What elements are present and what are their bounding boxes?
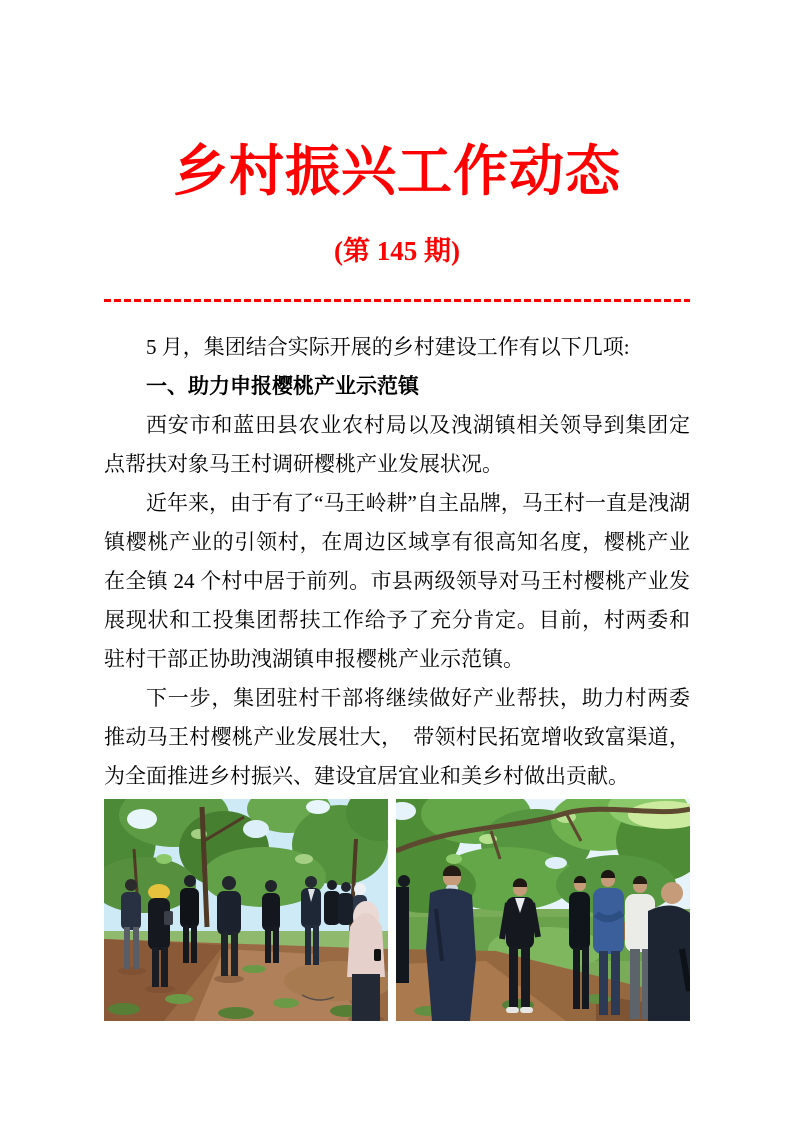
orchard-photo-illustration-left: [104, 799, 388, 1021]
orchard-photo-illustration-right: [396, 799, 690, 1021]
paragraph-2: 近年来，由于有了“马王岭耕”自主品牌，马王村一直是洩湖镇樱桃产业的引领村，在周边区域享有很高知名度，樱桃产业在全镇 24 个村中居于前列。市县两级领导对马王村樱桃产业发展现状和工投集团帮扶工作给予了充分肯定。目前，村两委和驻村干部正协助洩湖镇申报樱桃产业示范镇。: [104, 491, 690, 671]
ground: [104, 939, 388, 1021]
section-heading: 一、助力申报樱桃产业示范镇: [146, 375, 419, 398]
paragraph-3: 下一步，集团驻村干部将继续做好产业帮扶，助力村两委推动马王村樱桃产业发展壮大， 带领村民拓宽增收致富渠道，为全面推进乡村振兴、建设宜居宜业和美乡村做出贡献。: [104, 686, 690, 788]
document-body: [104, 328, 690, 796]
paragraph-1: 西安市和蓝田县农业农村局以及洩湖镇相关领导到集团定点帮扶对象马王村调研樱桃产业发展状况。: [104, 413, 690, 476]
photo-orchard-group-left: [104, 799, 388, 1021]
page-title: 乡村振兴工作动态: [172, 141, 621, 202]
intro-paragraph: 5 月，集团结合实际开展的乡村建设工作有以下几项:: [146, 335, 630, 359]
photo-row: [104, 799, 690, 1021]
issue-number: (第 145 期): [334, 236, 460, 266]
red-dashed-divider: [104, 299, 690, 302]
photo-orchard-group-right: [396, 799, 690, 1021]
